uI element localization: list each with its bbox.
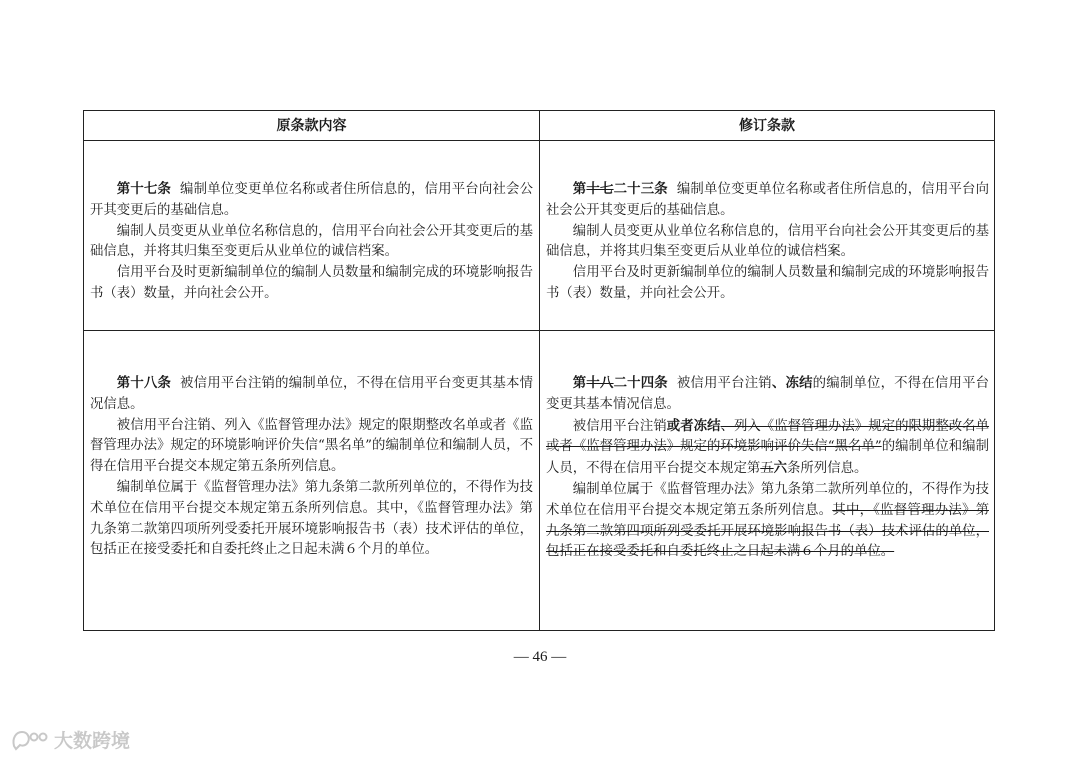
paragraph: 第十八二十四条 被信用平台注销、冻结的编制单位，不得在信用平台变更其基本情况信息。 <box>546 375 990 412</box>
text: 编制单位变更单位名称或者住所信息的，信用平台向社会公开其变更后的基础信息。 <box>90 182 534 218</box>
inserted-text: 六 <box>773 460 788 477</box>
paragraph: 编制人员变更从业单位名称信息的，信用平台向社会公开其变更后的基础信息，并将其归集至变更后从业单位的诚信档案。 <box>546 223 989 260</box>
watermark <box>10 726 130 753</box>
deleted-text: 五 <box>760 461 774 477</box>
article-title: 第十八二十四条 <box>572 375 668 391</box>
text: 被信用平台注销的编制单位，不得在信用平台变更其基本情况信息。 <box>90 376 534 412</box>
paragraph: 编制单位属于《监督管理办法》第九条第二款所列单位的，不得作为技术单位在信用平台提交本规定第五条所列信息。其中，《监督管理办法》第九条第二款第四项所列受委托开展环境影响报告书（表）技术评估的单位，包括正在接受委托和自委托终止之日起未满６个月的单位。 <box>90 479 533 558</box>
page-number: — 46 — <box>513 649 567 665</box>
paragraph: 被信用平台注销、列入《监督管理办法》规定的限期整改名单或者《监督管理办法》规定的环境影响评价失信“黑名单”的编制单位和编制人员，不得在信用平台提交本规定第五条所列信息。 <box>90 417 533 475</box>
paragraph: 编制人员变更从业单位名称信息的，信用平台向社会公开其变更后的基础信息，并将其归集至变更后从业单位的诚信档案。 <box>90 223 533 260</box>
paragraph: 编制单位属于《监督管理办法》第九条第二款所列单位的，不得作为技术单位在信用平台提交本规定第五条所列信息。其中，《监督管理办法》第九条第二款第四项所列受委托开展环境影响报告书（表）技术评估的单位，包括正在接受委托和自委托终止之日起未满６个月的单位。 <box>546 481 989 560</box>
article-title: 第十七条 <box>116 181 172 197</box>
paragraph: 信用平台及时更新编制单位的编制人员数量和编制完成的环境影响报告书（表）数量，并向社会公开。 <box>90 265 533 301</box>
paragraph <box>546 179 989 222</box>
watermark-text: 大数跨境 <box>54 730 131 752</box>
chat-bubble-logo-icon <box>10 728 50 752</box>
text: 编制单位变更单位名称或者住所信息的，信用平台向社会公开其变更后的基础信息。 <box>546 182 990 218</box>
paragraph <box>90 179 533 222</box>
article-title: 第十八条 <box>116 375 172 391</box>
inserted-text: 、冻结 <box>771 375 813 391</box>
header-revised: 修订条款 <box>739 118 795 134</box>
row1-revised-cell <box>546 179 989 305</box>
paragraph <box>90 373 533 416</box>
column-divider <box>539 111 540 630</box>
paragraph: 被信用平台注销或者冻结、列入《监督管理办法》规定的限期整改名单或者《监督管理办法》规定的环境影响评价失信“黑名单”的编制单位和编制人员，不得在信用平台提交本规定第五六条所列信息。 <box>546 417 990 477</box>
inserted-text: 或者冻结 <box>666 417 721 434</box>
article-title: 第十七二十三条 <box>572 181 668 197</box>
row2-revised-cell <box>546 373 989 563</box>
deleted-text: 十七 <box>586 181 614 197</box>
row2-original-cell <box>90 373 533 561</box>
header-original: 原条款内容 <box>276 118 347 134</box>
deleted-text: 其中，《监督管理办法》第九条第二款第四项所列受委托开展环境影响报告书（表）技术评估的单位，包括正在接受委托和自委托终止之日起未满６个月的单位。 <box>546 502 989 560</box>
paragraph: 信用平台及时更新编制单位的编制人员数量和编制完成的环境影响报告书（表）数量，并向社会公开。 <box>546 265 989 301</box>
comparison-table <box>83 110 995 631</box>
row-divider <box>84 330 994 331</box>
deleted-text: 十八 <box>586 375 614 391</box>
row1-original-cell <box>90 179 533 305</box>
deleted-text: 、列入《监督管理办法》规定的限期整改名单或者《监督管理办法》规定的环境影响评价失信“黑名单” <box>546 418 990 455</box>
